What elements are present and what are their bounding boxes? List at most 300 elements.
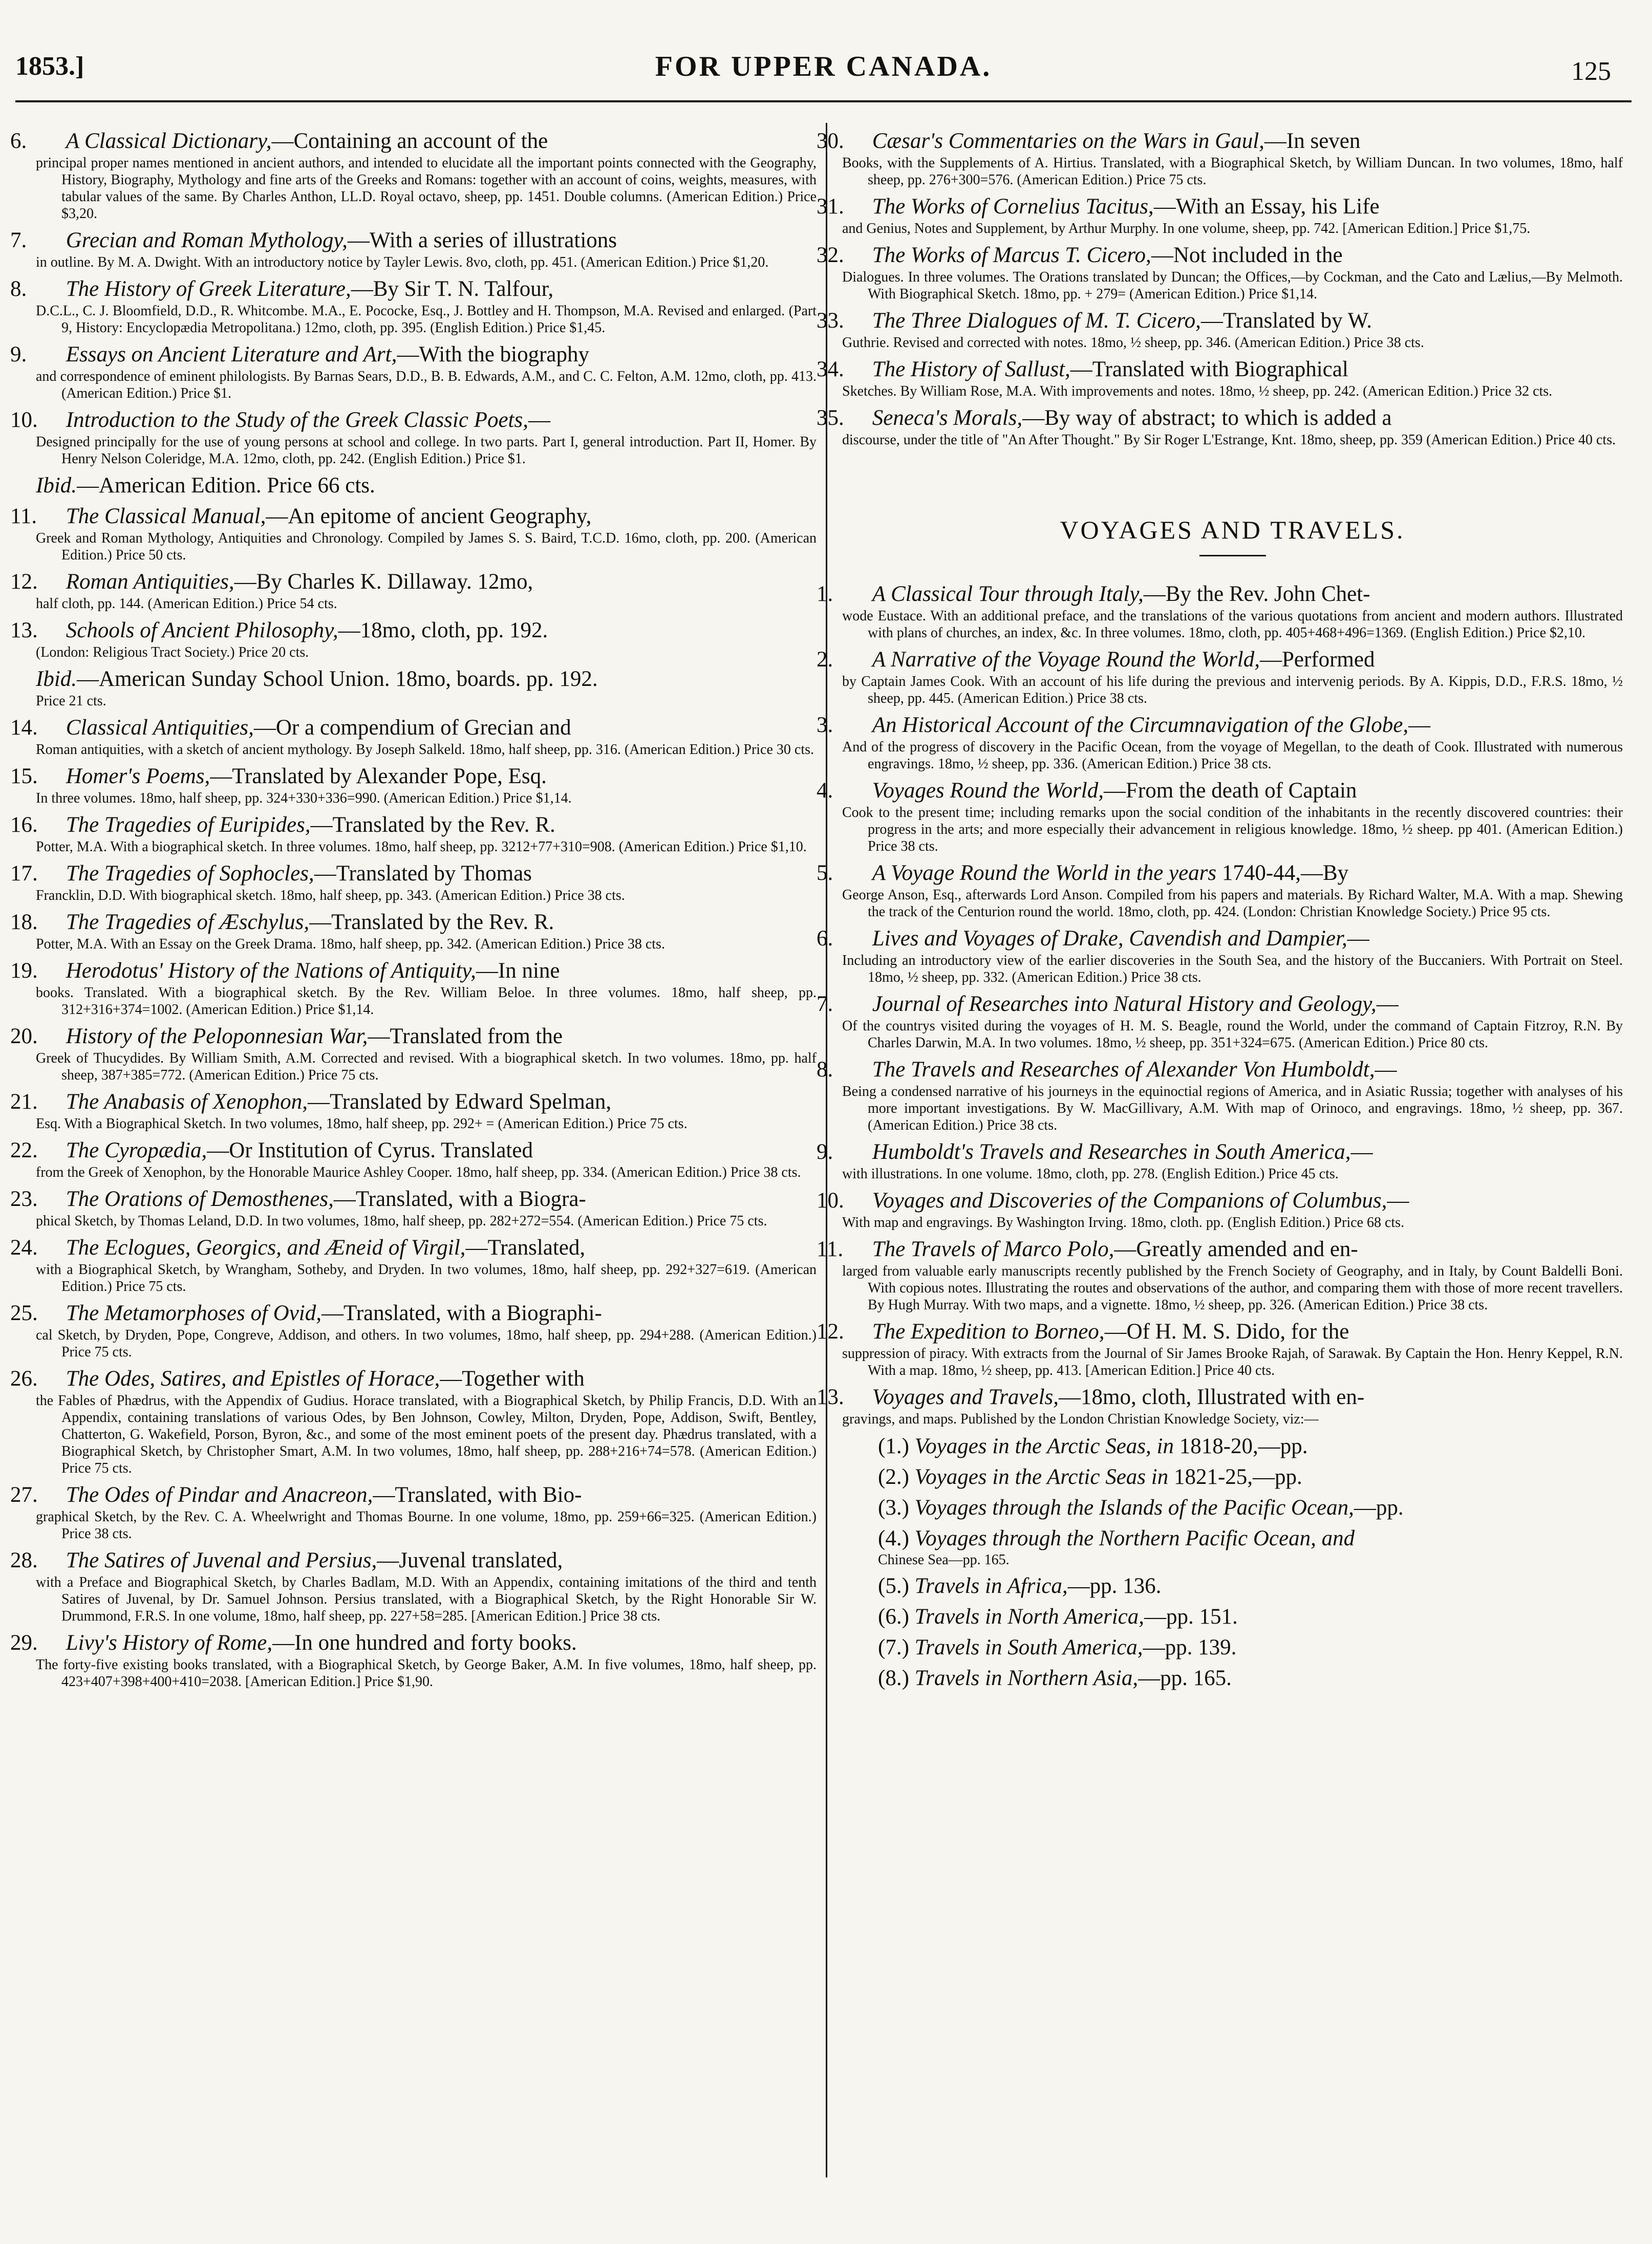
entry-title: The Works of Marcus T. Cicero, [872, 243, 1151, 267]
catalogue-entry [10, 618, 817, 661]
entry-lead: —By way of abstract; to which is added a [1022, 406, 1392, 430]
entry-description: gravings, and maps. Published by the London Christian Knowledge Society, viz:— [842, 1411, 1319, 1427]
catalogue-entry [10, 277, 817, 336]
entry-lead: —Together with [440, 1367, 585, 1391]
entry-description: with a Preface and Biographical Sketch, by Charles Badlam, M.D. With an Appendix, containing imitations of the third and tenth Satires of Juvenal, by Dr. Samuel Johnson. Persius translated, with a Biographical Sketch, by the Right Honorable Sir W. Drummond, F.R.S. In one volume, 18mo, half sheep, pp. 227+58=285. [American Edition.] Price 38 cts. [36, 1574, 817, 1624]
entry-heading [10, 1631, 817, 1655]
entry-number: 11. [10, 504, 37, 528]
running-head [15, 20, 1632, 86]
catalogue-entry [10, 408, 817, 467]
entry-description: with a Biographical Sketch, by Wrangham, Sotheby, and Dryden. In two volumes, 18mo, half sheep, pp. 292+327=619. (American Edition.) Price 75 cts. [36, 1262, 817, 1294]
entry-title: Voyages in the Arctic Seas in [914, 1465, 1169, 1489]
catalogue-entry [817, 582, 1623, 641]
entry-number: 29. [10, 1631, 38, 1655]
entry-title: Travels in Northern Asia, [914, 1666, 1139, 1690]
entry-lead: — [1350, 1140, 1373, 1164]
entry-lead: 1818-20,—pp. [1173, 1434, 1308, 1458]
entry-description: The forty-five existing books translated, with a Biographical Sketch, by George Baker, A.M. In five volumes, 18mo, half sheep, pp. 423+407+398+400+410=2038. [American Edition.] Price $1,90. [36, 1657, 817, 1690]
entry-number: 35. [817, 406, 844, 430]
entry-lead: —With an Essay, his Life [1153, 195, 1380, 219]
entry-title: The Travels of Marco Polo, [872, 1237, 1114, 1261]
entry-heading [878, 1635, 1623, 1660]
entry-title: The Expedition to Borneo, [872, 1320, 1105, 1344]
entry-number: (2.) [878, 1465, 909, 1489]
catalogue-entry [878, 1666, 1623, 1691]
page-number: 125 [1571, 57, 1611, 86]
entry-description: Greek of Thucydides. By William Smith, A.M. Corrected and revised. With a biographical sketch. In two volumes. 18mo, pp. half sheep, 387+385=772. (American Edition.) Price 75 cts. [36, 1050, 817, 1083]
catalogue-entry [10, 1367, 817, 1477]
entry-number: 25. [10, 1301, 38, 1325]
entry-heading [817, 406, 1623, 430]
catalogue-entry [10, 129, 817, 222]
catalogue-entry [10, 1090, 817, 1132]
catalogue-entry [817, 648, 1623, 707]
entry-heading [10, 228, 817, 253]
entry-heading [10, 1090, 817, 1114]
catalogue-entry [878, 1635, 1623, 1660]
catalogue-entry [817, 861, 1623, 920]
entry-description: Esq. With a Biographical Sketch. In two volumes, 18mo, half sheep, pp. 292+ = (American Edition.) Price 75 cts. [36, 1116, 688, 1132]
entry-title: The Classical Manual, [66, 504, 266, 528]
entry-number: 22. [10, 1138, 38, 1162]
entry-number: 17. [10, 861, 38, 886]
entry-title: The Orations of Demosthenes, [66, 1187, 334, 1211]
catalogue-entry [10, 1483, 817, 1542]
entry-number: 6. [817, 926, 833, 951]
entry-title: Schools of Ancient Philosophy, [66, 618, 338, 642]
entry-title: The History of Sallust, [872, 357, 1070, 381]
entry-heading [817, 1385, 1623, 1410]
entry-heading [817, 195, 1623, 219]
entry-description: Books, with the Supplements of A. Hirtius. Translated, with a Biographical Sketch, by William Duncan. In two volumes, 18mo, half sheep, pp. 276+300=576. (American Edition.) Price 75 cts. [842, 155, 1623, 188]
entry-lead: —By Charles K. Dillaway. 12mo, [234, 570, 533, 594]
entry-description: Dialogues. In three volumes. The Orations translated by Duncan; the Offices,—by Cockman, and the Cato and Lælius,—By Melmoth. With Biographical Sketch. 18mo, pp. + 279= (American Edition.) Price $1,14. [842, 269, 1623, 302]
entry-description: In three volumes. 18mo, half sheep, pp. 324+330+336=990. (American Edition.) Price $1,14. [36, 790, 572, 806]
catalogue-entry [817, 1320, 1623, 1379]
entry-heading [817, 648, 1623, 672]
entry-description: Sketches. By William Rose, M.A. With improvements and notes. 18mo, ½ sheep, pp. 242. (American Edition.) Price 32 cts. [842, 383, 1553, 399]
entry-lead: —pp. 136. [1067, 1574, 1162, 1598]
entry-title: Voyages and Discoveries of the Companions of Columbus, [872, 1189, 1387, 1213]
entry-description: from the Greek of Xenophon, by the Honorable Maurice Ashley Cooper. 18mo, half sheep, pp. 334. (American Edition.) Price 38 cts. [36, 1164, 801, 1180]
entry-lead: —Translated by Alexander Pope, Esq. [210, 764, 547, 788]
entry-number: 9. [10, 342, 27, 366]
catalogue-entry [10, 504, 817, 564]
entry-heading [817, 779, 1623, 803]
entry-lead: —By the Rev. John Chet- [1143, 582, 1370, 606]
entry-lead: —An epitome of ancient Geography, [266, 504, 592, 528]
entry-description: cal Sketch, by Dryden, Pope, Congreve, Addison, and others. In two volumes, 18mo, half sheep, pp. 294+288. (American Edition.) Price 75 cts. [36, 1327, 817, 1360]
entry-title: Lives and Voyages of Drake, Cavendish and Dampier, [872, 926, 1347, 951]
entry-title: The Travels and Researches of Alexander Von Humboldt, [872, 1058, 1375, 1082]
voyages-list [817, 582, 1623, 1428]
entry-description: books. Translated. With a biographical sketch. By the Rev. William Beloe. In three volumes. 18mo, half sheep, pp. 312+316+374=1002. (American Edition.) Price $1,14. [36, 985, 817, 1018]
catalogue-entry [36, 667, 817, 709]
entry-description: in outline. By M. A. Dwight. With an introductory notice by Tayler Lewis. 8vo, cloth, pp. 451. (American Edition.) Price $1,20. [36, 254, 769, 270]
entry-number: 12. [10, 570, 38, 594]
catalogue-entry [10, 1301, 817, 1361]
entry-heading [878, 1495, 1623, 1521]
entry-number: (6.) [878, 1605, 909, 1629]
entry-heading [10, 1483, 817, 1507]
entry-title: Ibid. [36, 667, 77, 691]
entry-heading [878, 1573, 1623, 1599]
entry-title: The Odes, Satires, and Epistles of Horace, [66, 1367, 440, 1391]
entry-title: A Classical Tour through Italy, [872, 582, 1144, 606]
entry-description: Including an introductory view of the earlier discoveries in the South Sea, and the history of the Buccaniers. With Portrait on Steel. 18mo, ½ sheep, pp. 332. (American Edition.) Price 38 cts. [842, 953, 1623, 985]
entry-description: phical Sketch, by Thomas Leland, D.D. In two volumes, 18mo, half sheep, pp. 282+272=554. (American Edition.) Price 75 cts. [36, 1213, 767, 1229]
entry-description: (London: Religious Tract Society.) Price 20 cts. [36, 644, 309, 660]
entry-number: 9. [817, 1140, 833, 1164]
entry-heading [817, 1058, 1623, 1082]
entry-number: (8.) [878, 1666, 909, 1690]
catalogue-entry [10, 813, 817, 855]
entry-heading [10, 1548, 817, 1573]
catalogue-entry [817, 992, 1623, 1051]
entry-heading [36, 473, 817, 498]
entry-heading [817, 129, 1623, 154]
entry-title: Livy's History of Rome, [66, 1631, 273, 1655]
entry-title: The Odes of Pindar and Anacreon, [66, 1483, 373, 1507]
entry-title: Humboldt's Travels and Researches in South America, [872, 1140, 1351, 1164]
entry-number: 4. [817, 779, 833, 803]
entry-heading [10, 129, 817, 154]
entry-lead: —pp. [1354, 1496, 1404, 1520]
entry-heading [10, 861, 817, 886]
section-heading: VOYAGES AND TRAVELS. [1060, 515, 1405, 544]
entry-number: 24. [10, 1236, 38, 1260]
entry-lead: —Containing an account of the [271, 129, 548, 153]
entry-description: and Genius, Notes and Supplement, by Arthur Murphy. In one volume, sheep, pp. 742. [American Edition.] Price $1,75. [842, 221, 1531, 236]
entry-lead: —In nine [476, 959, 560, 983]
entry-number: 10. [10, 408, 38, 432]
entry-title: Grecian and Roman Mythology, [66, 228, 348, 252]
entry-title: Introduction to the Study of the Greek Classic Poets, [66, 408, 528, 432]
catalogue-entry [36, 473, 817, 498]
entry-heading [10, 504, 817, 529]
entry-number: 8. [817, 1058, 833, 1082]
entry-lead: —Performed [1259, 648, 1375, 672]
entry-description: wode Eustace. With an additional preface, and the translations of the various quotations from ancient and modern authors. Illustrated with plans of churches, an index, &c. In three volumes. 18mo, cloth, pp. 405+468+496=1369. (English Edition.) Price $2,10. [842, 608, 1623, 641]
entry-number: 15. [10, 764, 38, 788]
entry-number: 27. [10, 1483, 38, 1507]
entry-lead: —In seven [1264, 129, 1361, 153]
entry-title: The History of Greek Literature, [66, 277, 351, 301]
entry-description: George Anson, Esq., afterwards Lord Anson. Compiled from his papers and materials. By Richard Walter, M.A. With a map. Shewing the track of the Centurion round the world. 18mo, cloth, pp. 424. (London: Christian Knowledge Society.) Price 95 cts. [842, 887, 1623, 920]
entry-description: with illustrations. In one volume. 18mo, cloth, pp. 278. (English Edition.) Price 45 cts. [842, 1166, 1339, 1182]
entry-number: 13. [10, 618, 38, 642]
voyages-sub-list [842, 1434, 1623, 1691]
entry-number: (7.) [878, 1635, 909, 1659]
entry-description: principal proper names mentioned in ancient authors, and intended to elucidate all the important points connected with the Geography, History, Biography, Mythology and fine arts of the Greeks and Romans: together with an account of coins, weights, measures, with tabular values of the same. By Charles Anthon, LL.D. Royal octavo, sheep, pp. 1451. Double columns. (American Edition.) Price $3,20. [36, 155, 817, 222]
entry-heading [10, 910, 817, 935]
catalogue-entry [10, 570, 817, 612]
catalogue-entry [878, 1495, 1623, 1521]
entry-lead: —Translated by Edward Spelman, [307, 1090, 612, 1114]
entry-number: 13. [817, 1385, 844, 1409]
entry-title: A Voyage Round the World in the years [872, 861, 1217, 885]
catalogue-entry [817, 309, 1623, 351]
entry-heading [10, 1367, 817, 1391]
header-year: 1853.] [15, 52, 84, 81]
catalogue-entry [878, 1604, 1623, 1630]
entry-description: graphical Sketch, by the Rev. C. A. Wheelwright and Thomas Bourne. In one volume, 18mo, pp. 259+66=325. (American Edition.) Price 38 cts. [36, 1509, 817, 1542]
entry-heading [817, 926, 1623, 951]
entry-lead: —Of H. M. S. Dido, for the [1104, 1320, 1349, 1344]
entry-title: The Works of Cornelius Tacitus, [872, 195, 1154, 219]
entry-heading [878, 1666, 1623, 1691]
entry-title: Ibid. [36, 473, 77, 498]
entry-lead: —Or Institution of Cyrus. Translated [207, 1138, 533, 1162]
catalogue-entry [817, 1140, 1623, 1182]
entry-title: Journal of Researches into Natural History and Geology, [872, 992, 1377, 1016]
catalogue-entry [10, 1024, 817, 1084]
catalogue-entry [817, 243, 1623, 303]
entry-description: D.C.L., C. J. Bloomfield, D.D., R. Whitcombe. M.A., E. Pococke, Esq., J. Bottley and H. Thompson, M.A. Revised and enlarged. (Part 9, History: Encyclopædia Metropolitana.) 12mo, cloth, pp. 395. (English Edition.) Price $1,45. [36, 303, 817, 336]
entry-lead: —With the biography [397, 342, 589, 366]
catalogue-entry [817, 1189, 1623, 1231]
entry-title: The Tragedies of Sophocles, [66, 861, 314, 886]
entry-number: (4.) [878, 1526, 909, 1550]
entry-description: With map and engravings. By Washington Irving. 18mo, cloth. pp. (English Edition.) Price 68 cts. [842, 1215, 1405, 1231]
entry-lead: —Translated, with a Biographi- [321, 1301, 602, 1325]
left-column [10, 129, 817, 2213]
entry-number: (3.) [878, 1496, 909, 1520]
entry-lead: —American Sunday School Union. 18mo, boards. pp. 192. [77, 667, 598, 691]
entry-number: 10. [817, 1189, 844, 1213]
entry-lead: — [1375, 1058, 1397, 1082]
entry-title: Herodotus' History of the Nations of Antiquity, [66, 959, 476, 983]
catalogue-entry [10, 764, 817, 807]
entry-lead: —pp. 151. [1144, 1605, 1238, 1629]
entry-number: 26. [10, 1367, 38, 1391]
entry-description: suppression of piracy. With extracts from the Journal of Sir James Brooke Rajah, of Sarawak. By Captain the Hon. Henry Keppel, R.N. With a map. 18mo, ½ sheep, pp. 413. [American Edition.] Price 40 cts. [842, 1346, 1623, 1378]
entry-heading [10, 408, 817, 433]
entry-heading [878, 1434, 1623, 1459]
entry-heading [10, 342, 817, 367]
entry-number: 28. [10, 1548, 38, 1572]
entry-heading [10, 618, 817, 643]
catalogue-entry [10, 1631, 817, 1690]
entry-lead: — [1387, 1189, 1409, 1213]
entry-description: Guthrie. Revised and corrected with notes. 18mo, ½ sheep, pp. 346. (American Edition.) Price 38 cts. [842, 335, 1424, 351]
entry-description: Being a condensed narrative of his journeys in the equinoctial regions of America, and in Asiatic Russia; together with analyses of his more important investigations. By W. MacGillivary, A.M. With map of Orinoco, and engravings. 18mo, ½ sheep, pp. 367. (American Edition.) Price 38 cts. [842, 1084, 1623, 1133]
entry-description: the Fables of Phædrus, with the Appendix of Gudius. Horace translated, with a Biographical Sketch, by Philip Francis, D.D. With an Appendix, containing translations of various Odes, by Ben Johnson, Cowley, Milton, Dryden, Pope, Addison, Swift, Bentley, Chatterton, G. Wakefield, Porson, Byron, &c., and some of the most eminent poets of the present day. Phædrus translated, with a Biographical Sketch, by Christopher Smart, A.M. In two volumes, 18mo, half sheep, pp. 288+216+74=578. (American Edition.) Price 75 cts. [36, 1393, 817, 1476]
catalogue-entry [878, 1526, 1623, 1568]
catalogue-entry [10, 1236, 817, 1295]
right-column [817, 129, 1623, 2213]
entry-lead: —18mo, cloth, Illustrated with en- [1059, 1385, 1365, 1409]
entry-lead: —Translated, with Bio- [373, 1483, 582, 1507]
entry-lead: —Translated from the [368, 1024, 563, 1048]
section-rule [1199, 555, 1266, 556]
entry-lead: —pp. 165. [1138, 1666, 1232, 1690]
catalogue-entry [817, 926, 1623, 986]
entry-heading [10, 716, 817, 740]
catalogue-entry [10, 1548, 817, 1625]
entry-lead: —From the death of Captain [1104, 779, 1357, 803]
entry-number: 34. [817, 357, 844, 381]
entry-lead: —Or a compendium of Grecian and [253, 716, 571, 740]
entry-title: The Anabasis of Xenophon, [66, 1090, 308, 1114]
catalogue-entry [878, 1464, 1623, 1490]
entry-number: 1. [817, 582, 833, 606]
entry-description: Potter, M.A. With a biographical sketch. In three volumes. 18mo, half sheep, pp. 3212+77+310=908. (American Edition.) Price $1,10. [36, 839, 807, 855]
entry-title: Travels in North America, [914, 1605, 1144, 1629]
entry-heading [817, 1189, 1623, 1213]
entry-title: A Classical Dictionary, [66, 129, 272, 153]
entry-title: Essays on Ancient Literature and Art, [66, 342, 397, 366]
entry-description: Francklin, D.D. With biographical sketch. 18mo, half sheep, pp. 343. (American Edition.) Price 38 cts. [36, 888, 625, 903]
entry-lead: —Translated, with a Biogra- [333, 1187, 586, 1211]
entry-lead: —Translated by W. [1200, 309, 1372, 333]
entry-title: Travels in South America, [914, 1635, 1143, 1659]
entry-title: Voyages Round the World, [872, 779, 1104, 803]
entry-heading [817, 861, 1623, 886]
entry-title: Voyages and Travels, [872, 1385, 1059, 1409]
entry-title: The Three Dialogues of M. T. Cicero, [872, 309, 1201, 333]
catalogue-entry [10, 910, 817, 953]
entry-lead: —Translated by the Rev. R. [310, 813, 555, 837]
entry-number: 23. [10, 1187, 38, 1211]
header-title: FOR UPPER CANADA. [655, 51, 992, 82]
entry-title: Cæsar's Commentaries on the Wars in Gaul, [872, 129, 1264, 153]
entry-heading [36, 667, 817, 692]
catalogue-entry [10, 1138, 817, 1181]
entry-number: 31. [817, 195, 844, 219]
entry-title: A Narrative of the Voyage Round the World, [872, 648, 1260, 672]
catalogue-entry [817, 1058, 1623, 1134]
entry-heading [817, 1237, 1623, 1262]
entry-lead: 1821-25,—pp. [1168, 1465, 1302, 1489]
entry-number: 7. [817, 992, 833, 1016]
entry-heading [878, 1604, 1623, 1630]
entry-lead: —Juvenal translated, [377, 1548, 563, 1572]
entry-title: The Metamorphoses of Ovid, [66, 1301, 321, 1325]
entry-description: Greek and Roman Mythology, Antiquities and Chronology. Compiled by James S. S. Baird, T.C.D. 16mo, cloth, pp. 200. (American Edition.) Price 50 cts. [36, 530, 817, 563]
entry-title: Homer's Poems, [66, 764, 210, 788]
entry-lead: —American Edition. Price 66 cts. [77, 473, 375, 498]
entry-lead: — [1376, 992, 1399, 1016]
entry-title: Roman Antiquities, [66, 570, 234, 594]
entry-lead: —Greatly amended and en- [1114, 1237, 1358, 1261]
entry-title: The Tragedies of Euripides, [66, 813, 311, 837]
catalogue-entry [10, 228, 817, 271]
catalogue-entry [817, 1237, 1623, 1313]
entry-number: (5.) [878, 1574, 909, 1598]
entry-number: 19. [10, 959, 38, 983]
entry-description: half cloth, pp. 144. (American Edition.) Price 54 cts. [36, 596, 337, 612]
entry-heading [10, 570, 817, 594]
entry-title: Voyages through the Islands of the Pacific Ocean, [914, 1496, 1354, 1520]
catalogue-entry [817, 129, 1623, 188]
entry-heading [878, 1526, 1623, 1551]
entry-title: History of the Peloponnesian War, [66, 1024, 368, 1048]
entry-heading [817, 582, 1623, 607]
entry-heading [10, 1024, 817, 1049]
catalogue-entry [10, 861, 817, 904]
entry-heading [817, 309, 1623, 333]
catalogue-entry [10, 959, 817, 1018]
entry-number: 20. [10, 1024, 38, 1048]
entry-heading [817, 357, 1623, 382]
entry-lead: — [1347, 926, 1369, 951]
catalogue-entry [10, 716, 817, 758]
entry-description: by Captain James Cook. With an account of his life during the previous and intervenig periods. By A. Kippis, D.D., F.R.S. 18mo, ½ sheep, pp. 445. (American Edition.) Price 38 cts. [842, 674, 1623, 706]
entry-title: The Tragedies of Æschylus, [66, 910, 310, 934]
entry-lead: —Not included in the [1151, 243, 1343, 267]
catalogue-entry [817, 779, 1623, 855]
entry-lead: —pp. 139. [1143, 1635, 1237, 1659]
entry-heading [10, 1301, 817, 1326]
entry-number: 30. [817, 129, 844, 153]
entry-description: Cook to the present time; including remarks upon the social condition of the inhabitants in the recently discovered countries: their progress in the arts; and more especially their advancement in religious knowledge. 18mo, ½ sheep. pp 401. (American Edition.) Price 38 cts. [842, 805, 1623, 854]
entry-title: The Satires of Juvenal and Persius, [66, 1548, 377, 1572]
entry-description: and correspondence of eminent philologists. By Barnas Sears, D.D., B. B. Edwards, A.M., and C. C. Felton, A.M. 12mo, cloth, pp. 413. (American Edition.) Price $1. [36, 369, 817, 401]
entry-title: Classical Antiquities, [66, 716, 254, 740]
entry-description: Designed principally for the use of young persons at school and college. In two parts. Part I, general introduction. Part II, Homer. By Henry Nelson Coleridge, M.A. 12mo, cloth, pp. 242. (English Edition.) Price $1. [36, 434, 817, 467]
entry-title: The Cyropædia, [66, 1138, 207, 1162]
catalogue-entry [878, 1434, 1623, 1459]
entry-heading [10, 764, 817, 789]
entry-description: discourse, under the title of "An After Thought." By Sir Roger L'Estrange, Knt. 18mo, sheep, pp. 359 (American Edition.) Price 40 cts. [842, 432, 1616, 448]
entry-title: Travels in Africa, [914, 1574, 1068, 1598]
entry-number: 8. [10, 277, 27, 301]
entry-lead: —Translated with Biographical [1070, 357, 1348, 381]
entry-heading [10, 959, 817, 983]
entry-description: Of the countrys visited during the voyages of H. M. S. Beagle, round the World, under the command of Captain Fitzroy, R.N. By Charles Darwin, M.A. In two volumes. 18mo, ½ sheep, pp. 351+324=675. (American Edition.) Price 80 cts. [842, 1018, 1623, 1051]
entry-number: 3. [817, 713, 833, 737]
entry-title: An Historical Account of the Circumnavigation of the Globe, [872, 713, 1409, 737]
entry-lead: — [1408, 713, 1431, 737]
entry-number: 33. [817, 309, 844, 333]
entry-lead: —With a series of illustrations [347, 228, 617, 252]
entry-lead: —Translated, [465, 1236, 586, 1260]
entry-heading [817, 243, 1623, 268]
entry-title: Seneca's Morals, [872, 406, 1023, 430]
entry-description: Chinese Sea—pp. 165. [878, 1552, 1010, 1568]
entry-title: Voyages in the Arctic Seas, in [914, 1434, 1174, 1458]
catalogue-entry [10, 342, 817, 402]
entry-description: And of the progress of discovery in the Pacific Ocean, from the voyage of Megellan, to the death of Cook. Illustrated with numerous engravings. 18mo, ½ sheep, pp. 336. (American Edition.) Price 38 cts. [842, 739, 1623, 772]
entry-heading [10, 1187, 817, 1212]
entry-number: 5. [817, 861, 833, 885]
entry-lead: —In one hundred and forty books. [272, 1631, 577, 1655]
entry-lead: — [528, 408, 550, 432]
entry-heading [878, 1464, 1623, 1490]
entry-heading [817, 992, 1623, 1017]
entry-title: The Eclogues, Georgics, and Æneid of Virgil, [66, 1236, 466, 1260]
entry-lead: 1740-44,—By [1216, 861, 1349, 885]
entry-description: Potter, M.A. With an Essay on the Greek Drama. 18mo, half sheep, pp. 342. (American Edition.) Price 38 cts. [36, 936, 665, 952]
header-rule [15, 100, 1632, 102]
entry-number: (1.) [878, 1434, 909, 1458]
entry-lead: —18mo, cloth, pp. 192. [338, 618, 548, 642]
catalogue-entry [10, 1187, 817, 1229]
entry-lead: —Translated by the Rev. R. [309, 910, 554, 934]
entry-number: 12. [817, 1320, 844, 1344]
entry-number: 32. [817, 243, 844, 267]
entry-heading [817, 1320, 1623, 1344]
entry-number: 6. [10, 129, 27, 153]
entry-heading [817, 1140, 1623, 1164]
catalogue-entry [817, 406, 1623, 448]
catalogue-entry [817, 195, 1623, 237]
entry-heading [10, 277, 817, 301]
entry-number: 18. [10, 910, 38, 934]
entry-lead: —Translated by Thomas [314, 861, 532, 886]
catalogue-entry [817, 357, 1623, 400]
